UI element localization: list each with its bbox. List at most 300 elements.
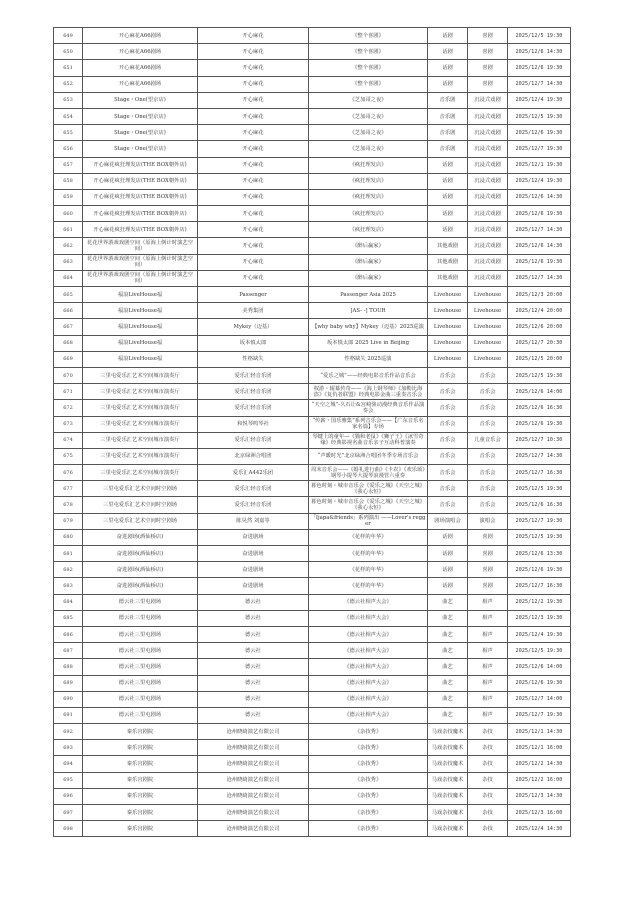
cell-subtype: 喜剧	[468, 28, 508, 44]
cell-row-number: 674	[54, 432, 83, 448]
cell-show-title: [AS- -] TOUR	[309, 303, 428, 319]
cell-subtype: 杂技	[468, 805, 508, 821]
cell-show-title: 《花样的年华》	[309, 562, 428, 578]
cell-row-number: 697	[54, 805, 83, 821]
cell-venue: Stage・One(望京店)	[83, 141, 198, 157]
cell-subtype: 音乐会	[468, 384, 508, 400]
cell-row-number: 660	[54, 206, 83, 222]
cell-organizer: 沧州晓绮演艺有限公司	[198, 788, 309, 804]
cell-venue: 开心麻花疯狂理发店(THE BOX朝外店)	[83, 189, 198, 205]
cell-subtype: 沉浸式戏剧	[468, 125, 508, 141]
cell-venue: 德云社三里屯剧场	[83, 659, 198, 675]
table-row	[54, 400, 571, 416]
cell-category: 话剧	[428, 44, 468, 60]
cell-organizer: 开心麻花	[198, 157, 309, 173]
cell-row-number: 655	[54, 125, 83, 141]
cell-show-title: 《花样的年华》	[309, 546, 428, 562]
cell-category: 马戏杂技魔术	[428, 724, 468, 740]
cell-datetime: 2025/12/6 16:30	[508, 400, 571, 416]
table-row	[54, 384, 571, 400]
table-row	[54, 76, 571, 92]
cell-category: 音乐剧	[428, 125, 468, 141]
cell-row-number: 693	[54, 740, 83, 756]
cell-show-title: 周末音乐会——《婚礼进行曲》《卡农》《欢乐颂》钢琴小提琴大提琴浪漫管六重奏	[309, 465, 428, 481]
cell-datetime: 2025/12/5 19:30	[508, 529, 571, 545]
cell-subtype: 杂技	[468, 724, 508, 740]
cell-row-number: 662	[54, 238, 83, 254]
cell-show-title: 《醉后赢家》	[309, 254, 428, 270]
cell-category: 音乐剧	[428, 141, 468, 157]
cell-datetime: 2025/12/6 20:00	[508, 319, 571, 335]
cell-subtype: 杂技	[468, 740, 508, 756]
cell-category: 其他戏剧	[428, 270, 468, 286]
cell-datetime: 2025/12/2 14:30	[508, 756, 571, 772]
cell-row-number: 670	[54, 367, 83, 383]
table-row	[54, 44, 571, 60]
cell-venue: 德云社三里屯剧场	[83, 610, 198, 626]
cell-datetime: 2025/12/2 19:30	[508, 594, 571, 610]
cell-subtype: 沉浸式戏剧	[468, 189, 508, 205]
cell-category: 话剧	[428, 578, 468, 594]
cell-subtype: 沉浸式戏剧	[468, 254, 508, 270]
cell-venue: 三里屯爱乐汇艺术空间城市演奏厅	[83, 416, 198, 432]
cell-category: 音乐会	[428, 448, 468, 464]
cell-organizer: 德云社	[198, 707, 309, 723]
cell-datetime: 2025/12/6 19:30	[508, 675, 571, 691]
cell-datetime: 2025/12/7 14:30	[508, 76, 571, 92]
table-row	[54, 675, 571, 691]
cell-show-title: 《德云社相声大会》	[309, 707, 428, 723]
table-row	[54, 254, 571, 270]
table-row	[54, 772, 571, 788]
cell-show-title: “爱乐之城”——经典电影音乐作品音乐会	[309, 367, 428, 383]
cell-row-number: 656	[54, 141, 83, 157]
cell-subtype: 相声	[468, 594, 508, 610]
table-row	[54, 141, 571, 157]
cell-venue: 开心麻花A66剧场	[83, 44, 198, 60]
cell-datetime: 2025/12/5 19:30	[508, 643, 571, 659]
cell-row-number: 690	[54, 691, 83, 707]
table-row	[54, 821, 571, 837]
cell-show-title: 《整个喜剧》	[309, 44, 428, 60]
cell-row-number: 650	[54, 44, 83, 60]
cell-row-number: 682	[54, 562, 83, 578]
cell-show-title: 《杂技秀》	[309, 805, 428, 821]
cell-row-number: 685	[54, 610, 83, 626]
cell-subtype: 相声	[468, 626, 508, 642]
cell-show-title: 《疯狂理发店》	[309, 222, 428, 238]
cell-show-title: Passenger Asia 2025	[309, 287, 428, 303]
table-row	[54, 659, 571, 675]
cell-row-number: 652	[54, 76, 83, 92]
table-row	[54, 92, 571, 108]
cell-subtype: 沉浸式戏剧	[468, 108, 508, 124]
cell-subtype: 音乐会	[468, 497, 508, 513]
cell-venue: 三里屯爱乐汇艺术空间城市演奏厅	[83, 465, 198, 481]
cell-datetime: 2025/12/2 16:00	[508, 772, 571, 788]
table-row	[54, 28, 571, 44]
cell-category: Livehouse	[428, 351, 468, 367]
table-row	[54, 270, 571, 286]
cell-category: 音乐会	[428, 367, 468, 383]
cell-organizer: 开心麻花	[198, 189, 309, 205]
cell-row-number: 695	[54, 772, 83, 788]
cell-organizer: 爱乐汇轻音乐团	[198, 400, 309, 416]
cell-show-title: 《花样的年华》	[309, 529, 428, 545]
table-row	[54, 173, 571, 189]
cell-venue: 三里屯爱乐汇艺术空间时空剧场	[83, 481, 198, 497]
cell-venue: 福浪LiveHouse福	[83, 287, 198, 303]
cell-row-number: 680	[54, 529, 83, 545]
table-row	[54, 222, 571, 238]
cell-subtype: 杂技	[468, 821, 508, 837]
cell-datetime: 2025/12/1 19:30	[508, 157, 571, 173]
cell-venue: 花花世界游戏戏剧空间（原海上倒计时演艺空间）	[83, 254, 198, 270]
cell-show-title: 《疯狂理发店》	[309, 173, 428, 189]
cell-subtype: 沉浸式戏剧	[468, 238, 508, 254]
cell-subtype: Livehouse	[468, 351, 508, 367]
cell-organizer: 德云社	[198, 594, 309, 610]
cell-category: 话剧	[428, 562, 468, 578]
cell-category: 音乐剧	[428, 92, 468, 108]
cell-subtype: 杂技	[468, 756, 508, 772]
cell-datetime: 2025/12/7 19:30	[508, 707, 571, 723]
cell-organizer: 爱乐汇轻音乐团	[198, 367, 309, 383]
cell-show-title: 暮色时刻・城市音乐会《爱乐之城》《天空之城》《我心永恒》	[309, 497, 428, 513]
cell-organizer: 爱乐汇轻音乐团	[198, 497, 309, 513]
cell-venue: 三里屯爱乐汇艺术空间城市演奏厅	[83, 432, 198, 448]
cell-venue: 开心麻花A66剧场	[83, 60, 198, 76]
cell-datetime: 2025/12/5 20:00	[508, 351, 571, 367]
cell-subtype: 沉浸式戏剧	[468, 222, 508, 238]
cell-organizer: 性格缺失	[198, 351, 309, 367]
cell-row-number: 691	[54, 707, 83, 723]
cell-row-number: 676	[54, 465, 83, 481]
table-row	[54, 108, 571, 124]
cell-category: 音乐会	[428, 384, 468, 400]
cell-organizer: 爱乐汇A442乐团	[198, 465, 309, 481]
cell-datetime: 2025/12/7 16:30	[508, 578, 571, 594]
table-row	[54, 448, 571, 464]
cell-row-number: 689	[54, 675, 83, 691]
table-row	[54, 497, 571, 513]
cell-row-number: 672	[54, 400, 83, 416]
cell-venue: 福浪LiveHouse福	[83, 335, 198, 351]
cell-subtype: 相声	[468, 691, 508, 707]
table-row	[54, 287, 571, 303]
cell-datetime: 2025/12/5 19:30	[508, 481, 571, 497]
cell-datetime: 2025/12/6 14:30	[508, 238, 571, 254]
cell-organizer: 爱乐汇轻音乐团	[198, 384, 309, 400]
cell-category: 话剧	[428, 173, 468, 189]
cell-venue: 德云社三里屯剧场	[83, 594, 198, 610]
cell-subtype: 喜剧	[468, 578, 508, 594]
cell-datetime: 2025/12/7 14:30	[508, 222, 571, 238]
table-row	[54, 238, 571, 254]
cell-organizer: 开心麻花	[198, 76, 309, 92]
cell-show-title: 《芝加哥之夜》	[309, 141, 428, 157]
cell-organizer: 开心麻花	[198, 173, 309, 189]
cell-show-title: “声暖时光”北京绿洲合唱团冬季专场音乐会	[309, 448, 428, 464]
cell-organizer: 开心麻花	[198, 28, 309, 44]
cell-category: 马戏杂技魔术	[428, 740, 468, 756]
cell-row-number: 678	[54, 497, 83, 513]
cell-subtype: 相声	[468, 707, 508, 723]
cell-show-title: 《疯狂理发店》	[309, 206, 428, 222]
cell-organizer: 陈昊然 刘嘉等	[198, 513, 309, 529]
cell-subtype: 音乐会	[468, 400, 508, 416]
cell-datetime: 2025/12/5 19:30	[508, 28, 571, 44]
cell-venue: 花花世界游戏戏剧空间（原海上倒计时演艺空间）	[83, 270, 198, 286]
table-row	[54, 335, 571, 351]
cell-organizer: 沧州晓绮演艺有限公司	[198, 724, 309, 740]
cell-venue: 开心麻花疯狂理发店(THE BOX朝外店)	[83, 206, 198, 222]
cell-datetime: 2025/12/6 14:30	[508, 44, 571, 60]
cell-organizer: 奋进剧场	[198, 562, 309, 578]
cell-show-title: 《杂技秀》	[309, 772, 428, 788]
cell-venue: 德云社三里屯剧场	[83, 691, 198, 707]
cell-show-title: 《整个喜剧》	[309, 60, 428, 76]
cell-subtype: 音乐会	[468, 448, 508, 464]
cell-datetime: 2025/12/6 19:30	[508, 254, 571, 270]
table-row	[54, 724, 571, 740]
cell-category: 曲艺	[428, 691, 468, 707]
cell-organizer: 美秀集团	[198, 303, 309, 319]
cell-venue: 三里屯爱乐汇艺术空间时空剧场	[83, 513, 198, 529]
cell-venue: 三里屯爱乐汇艺术空间时空剧场	[83, 497, 198, 513]
cell-row-number: 666	[54, 303, 83, 319]
cell-datetime: 2025/12/1 16:00	[508, 740, 571, 756]
cell-row-number: 687	[54, 643, 83, 659]
table-row	[54, 529, 571, 545]
cell-category: 曲艺	[428, 659, 468, 675]
cell-row-number: 681	[54, 546, 83, 562]
cell-organizer: 德云社	[198, 675, 309, 691]
cell-subtype: 音乐会	[468, 481, 508, 497]
cell-venue: 秦乐宫剧院	[83, 740, 198, 756]
cell-venue: 三里屯爱乐汇艺术空间城市演奏厅	[83, 384, 198, 400]
table-row	[54, 513, 571, 529]
cell-show-title: 《德云社相声大会》	[309, 691, 428, 707]
cell-organizer: 德云社	[198, 643, 309, 659]
table-row	[54, 481, 571, 497]
table-row	[54, 416, 571, 432]
cell-venue: 花花世界游戏戏剧空间（原海上倒计时演艺空间）	[83, 238, 198, 254]
cell-datetime: 2025/12/4 19:30	[508, 92, 571, 108]
cell-organizer: 北京绿洲合唱团	[198, 448, 309, 464]
cell-subtype: 音乐会	[468, 367, 508, 383]
cell-organizer: 开心麻花	[198, 238, 309, 254]
table-row	[54, 643, 571, 659]
cell-row-number: 664	[54, 270, 83, 286]
cell-category: 话剧	[428, 206, 468, 222]
cell-subtype: 喜剧	[468, 44, 508, 60]
cell-show-title: 琴键上的童年—《猫和老鼠》《狮子王》《冰雪奇缘》经典影视名曲音乐亲子互动科普演奏	[309, 432, 428, 448]
cell-venue: 德云社三里屯剧场	[83, 643, 198, 659]
cell-datetime: 2025/12/3 19:30	[508, 610, 571, 626]
cell-datetime: 2025/12/6 19:30	[508, 60, 571, 76]
cell-venue: 开心麻花A66剧场	[83, 76, 198, 92]
cell-show-title: 《杂技秀》	[309, 788, 428, 804]
cell-row-number: 668	[54, 335, 83, 351]
cell-subtype: 沉浸式戏剧	[468, 157, 508, 173]
cell-category: 音乐剧	[428, 108, 468, 124]
cell-row-number: 696	[54, 788, 83, 804]
cell-datetime: 2025/12/6 13:30	[508, 546, 571, 562]
cell-subtype: 相声	[468, 643, 508, 659]
cell-subtype: 音乐会	[468, 416, 508, 432]
cell-organizer: 德云社	[198, 626, 309, 642]
cell-show-title: 《德云社相声大会》	[309, 594, 428, 610]
cell-datetime: 2025/12/3 20:00	[508, 287, 571, 303]
table-row	[54, 303, 571, 319]
cell-venue: 德云社三里屯剧场	[83, 707, 198, 723]
cell-venue: Stage・One(望京店)	[83, 125, 198, 141]
table-row	[54, 319, 571, 335]
table-row	[54, 788, 571, 804]
cell-datetime: 2025/12/6 14:30	[508, 189, 571, 205]
cell-category: 话剧	[428, 222, 468, 238]
cell-datetime: 2025/12/7 20:30	[508, 335, 571, 351]
cell-show-title: 《德云社相声大会》	[309, 675, 428, 691]
table-row	[54, 432, 571, 448]
cell-category: 剧场演唱会	[428, 513, 468, 529]
cell-show-title: 《花样的年华》	[309, 578, 428, 594]
table-row	[54, 707, 571, 723]
cell-category: 话剧	[428, 189, 468, 205]
table-row	[54, 756, 571, 772]
cell-organizer: 开心麻花	[198, 270, 309, 286]
cell-row-number: 677	[54, 481, 83, 497]
cell-subtype: 相声	[468, 659, 508, 675]
cell-datetime: 2025/12/7 16:30	[508, 465, 571, 481]
table-row	[54, 740, 571, 756]
cell-venue: 奋进剧场(酒仙桥店)	[83, 546, 198, 562]
cell-subtype: Livehouse	[468, 303, 508, 319]
cell-venue: 三里屯爱乐汇艺术空间城市演奏厅	[83, 448, 198, 464]
cell-venue: 福浪LiveHouse福	[83, 319, 198, 335]
cell-venue: 开心麻花疯狂理发店(THE BOX朝外店)	[83, 173, 198, 189]
cell-organizer: 开心麻花	[198, 108, 309, 124]
cell-organizer: Passenger	[198, 287, 309, 303]
cell-subtype: 杂技	[468, 772, 508, 788]
table-row	[54, 351, 571, 367]
cell-category: 音乐会	[428, 416, 468, 432]
table-row	[54, 157, 571, 173]
table-row	[54, 626, 571, 642]
cell-show-title: 《整个喜剧》	[309, 76, 428, 92]
cell-show-title: 《疯狂理发店》	[309, 157, 428, 173]
cell-show-title: 《德云社相声大会》	[309, 643, 428, 659]
cell-subtype: 沉浸式戏剧	[468, 270, 508, 286]
cell-venue: 秦乐宫剧院	[83, 756, 198, 772]
cell-organizer: 奋进剧场	[198, 546, 309, 562]
cell-organizer: 开心麻花	[198, 60, 309, 76]
cell-subtype: Livehouse	[468, 287, 508, 303]
cell-row-number: 692	[54, 724, 83, 740]
cell-category: 马戏杂技魔术	[428, 772, 468, 788]
cell-subtype: 喜剧	[468, 76, 508, 92]
cell-show-title: 《杂技秀》	[309, 756, 428, 772]
table-row	[54, 206, 571, 222]
cell-venue: 奋进剧场(酒仙桥店)	[83, 578, 198, 594]
table-row	[54, 805, 571, 821]
cell-organizer: 德云社	[198, 659, 309, 675]
cell-category: 其他戏剧	[428, 238, 468, 254]
cell-row-number: 698	[54, 821, 83, 837]
cell-organizer: 德云社	[198, 691, 309, 707]
cell-category: 马戏杂技魔术	[428, 821, 468, 837]
cell-venue: 开心麻花疯狂理发店(THE BOX朝外店)	[83, 222, 198, 238]
cell-datetime: 2025/12/1 14:30	[508, 724, 571, 740]
cell-row-number: 673	[54, 416, 83, 432]
cell-category: Livehouse	[428, 319, 468, 335]
cell-venue: 秦乐宫剧院	[83, 788, 198, 804]
cell-datetime: 2025/12/6 19:30	[508, 206, 571, 222]
cell-subtype: 儿童音乐会	[468, 432, 508, 448]
cell-datetime: 2025/12/4 20:00	[508, 303, 571, 319]
cell-show-title: 《德云社相声大会》	[309, 626, 428, 642]
cell-show-title: 《疯狂理发店》	[309, 189, 428, 205]
cell-datetime: 2025/12/7 14:00	[508, 691, 571, 707]
cell-venue: 开心麻花疯狂理发店(THE BOX朝外店)	[83, 157, 198, 173]
cell-subtype: 沉浸式戏剧	[468, 206, 508, 222]
cell-category: 音乐会	[428, 481, 468, 497]
cell-organizer: 爱乐汇轻音乐团	[198, 432, 309, 448]
cell-row-number: 658	[54, 173, 83, 189]
cell-organizer: 奋进剧场	[198, 578, 309, 594]
table-row	[54, 125, 571, 141]
cell-show-title: 坂本慎太郎 2025 Live in Beijing	[309, 335, 428, 351]
cell-datetime: 2025/12/7 14:30	[508, 270, 571, 286]
cell-category: Livehouse	[428, 287, 468, 303]
cell-venue: 秦乐宫剧院	[83, 772, 198, 788]
cell-row-number: 669	[54, 351, 83, 367]
cell-row-number: 651	[54, 60, 83, 76]
cell-subtype: 演唱会	[468, 513, 508, 529]
cell-organizer: 沧州晓绮演艺有限公司	[198, 805, 309, 821]
table-row	[54, 189, 571, 205]
cell-row-number: 686	[54, 626, 83, 642]
cell-organizer: 开心麻花	[198, 44, 309, 60]
cell-datetime: 2025/12/3 16:00	[508, 805, 571, 821]
cell-category: 马戏杂技魔术	[428, 788, 468, 804]
cell-organizer: 沧州晓绮演艺有限公司	[198, 772, 309, 788]
cell-row-number: 661	[54, 222, 83, 238]
cell-category: 话剧	[428, 76, 468, 92]
table-row	[54, 578, 571, 594]
cell-category: 曲艺	[428, 610, 468, 626]
cell-category: 曲艺	[428, 626, 468, 642]
cell-row-number: 654	[54, 108, 83, 124]
cell-subtype: 沉浸式戏剧	[468, 92, 508, 108]
table-row	[54, 465, 571, 481]
cell-category: 话剧	[428, 546, 468, 562]
cell-organizer: 开心麻花	[198, 206, 309, 222]
cell-category: 其他戏剧	[428, 254, 468, 270]
cell-venue: 福浪LiveHouse福	[83, 303, 198, 319]
cell-show-title: 《芝加哥之夜》	[309, 92, 428, 108]
cell-show-title: 《杂技秀》	[309, 821, 428, 837]
cell-organizer: 开心麻花	[198, 92, 309, 108]
cell-venue: 福浪LiveHouse福	[83, 351, 198, 367]
cell-venue: 秦乐宫剧院	[83, 724, 198, 740]
cell-subtype: 喜剧	[468, 529, 508, 545]
cell-category: 马戏杂技魔术	[428, 805, 468, 821]
cell-category: 话剧	[428, 28, 468, 44]
cell-datetime: 2025/12/7 19:30	[508, 513, 571, 529]
cell-row-number: 663	[54, 254, 83, 270]
